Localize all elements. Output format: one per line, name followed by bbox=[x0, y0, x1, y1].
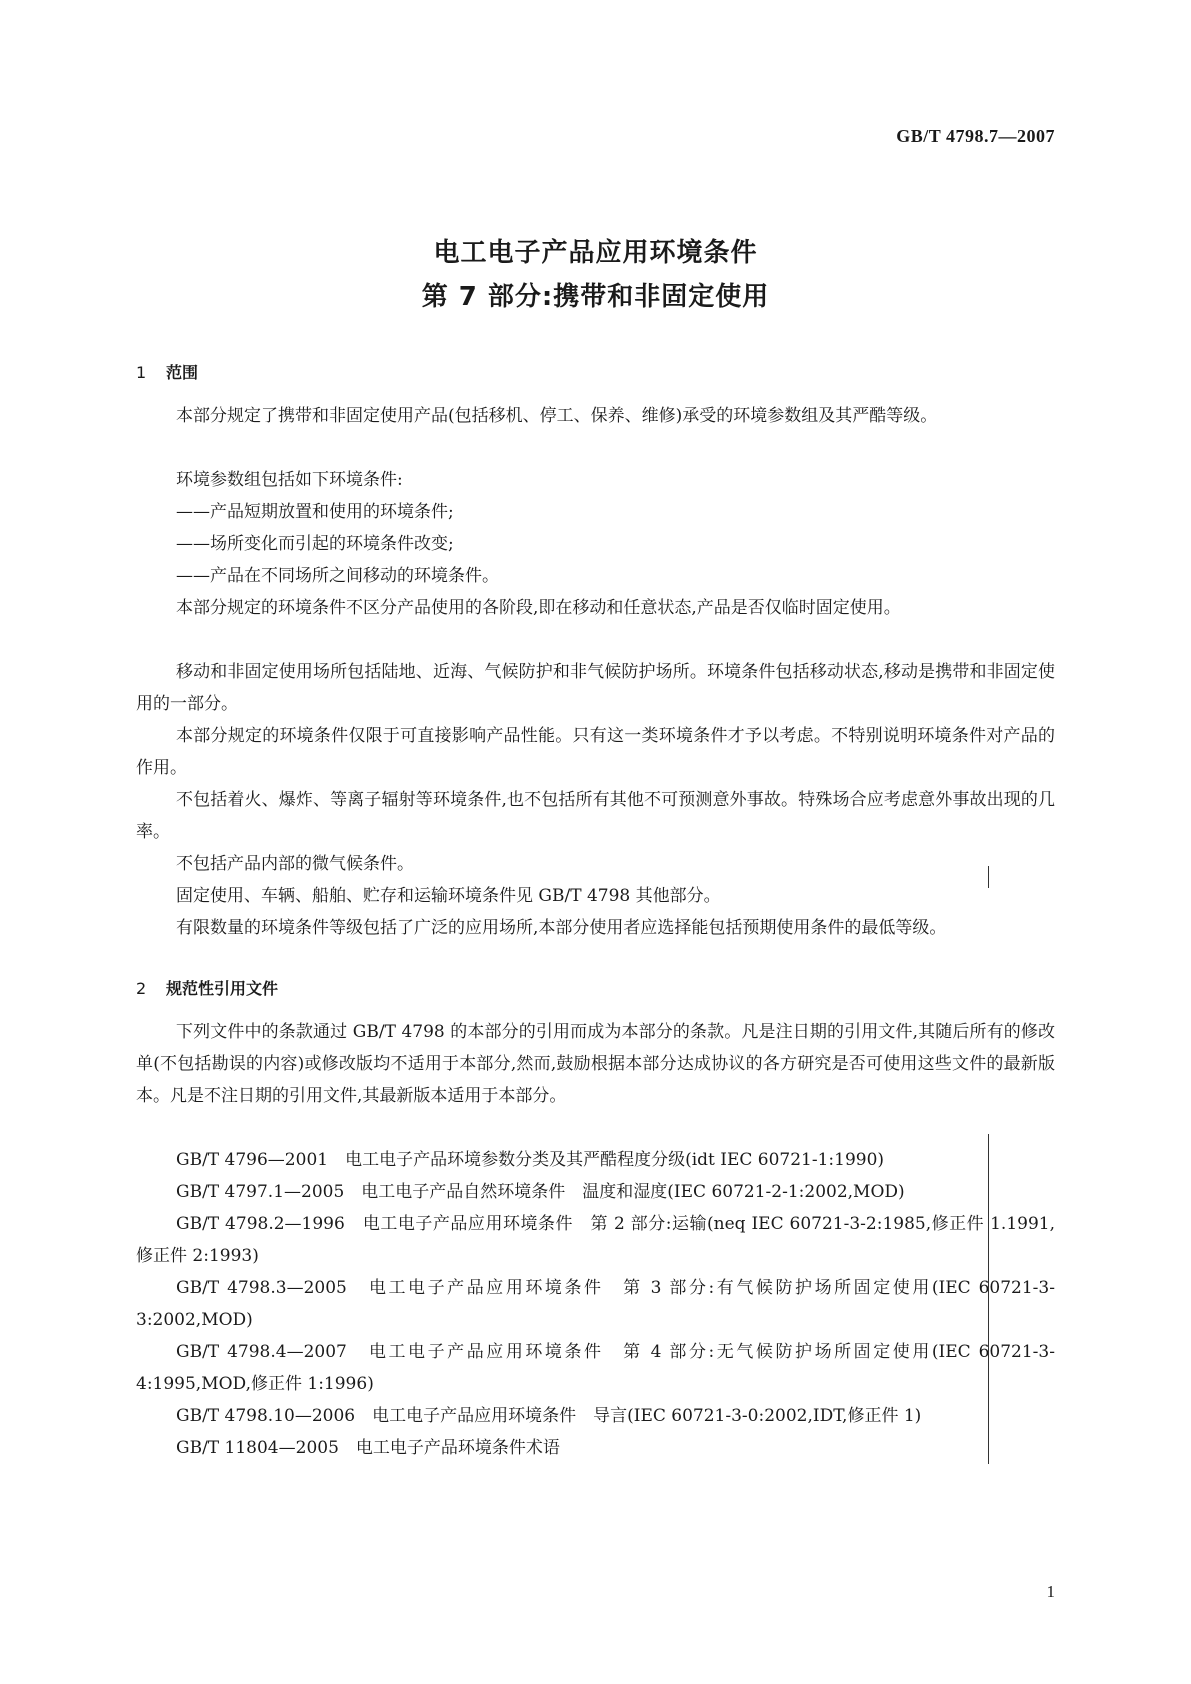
list-item: ——产品在不同场所之间移动的环境条件。 bbox=[176, 566, 499, 586]
standard-code: GB/T 4798.7—2007 bbox=[896, 126, 1055, 146]
reference-item: GB/T 4796—2001 电工电子产品环境参数分类及其严酷程度分级(idt IEC 60721-1:1990) bbox=[176, 1150, 885, 1170]
paragraph: 不包括着火、爆炸、等离子辐射等环境条件,也不包括所有其他不可预测意外事故。特殊场合应考虑意外事故出现的几率。 bbox=[136, 790, 1055, 842]
change-bar bbox=[988, 866, 989, 888]
change-bar bbox=[988, 1134, 989, 1464]
list-item: ——产品短期放置和使用的环境条件; bbox=[176, 502, 454, 522]
reference-item: GB/T 4798.4—2007 电工电子产品应用环境条件 第 4 部分:无气候防护场所固定使用(IEC 60721-3-4:1995,MOD,修正件 1:1996) bbox=[136, 1342, 1055, 1394]
section-2-heading bbox=[136, 976, 278, 999]
document-title-line-2: 第 7 部分:携带和非固定使用 bbox=[421, 282, 770, 312]
paragraph: 下列文件中的条款通过 GB/T 4798 的本部分的引用而成为本部分的条款。凡是注日期的引用文件,其随后所有的修改单(不包括勘误的内容)或修改版均不适用于本部分,然而,鼓励根据本部分达成协议的各方研究是否可使用这些文件的最新版本。凡是不注日期的引用文件,其最新版本适用于本部分。 bbox=[136, 1022, 1055, 1106]
paragraph: 本部分规定了携带和非固定使用产品(包括移机、停工、保养、维修)承受的环境参数组及其严酷等级。 bbox=[176, 406, 938, 426]
reference-item: GB/T 4798.3—2005 电工电子产品应用环境条件 第 3 部分:有气候防护场所固定使用(IEC 60721-3-3:2002,MOD) bbox=[136, 1278, 1055, 1330]
paragraph: 本部分规定的环境条件仅限于可直接影响产品性能。只有这一类环境条件才予以考虑。不特别说明环境条件对产品的作用。 bbox=[136, 726, 1055, 778]
section-number: 2 bbox=[136, 979, 147, 998]
document-title-line-1: 电工电子产品应用环境条件 bbox=[433, 238, 758, 268]
paragraph: 本部分规定的环境条件不区分产品使用的各阶段,即在移动和任意状态,产品是否仅临时固定使用。 bbox=[176, 598, 901, 618]
paragraph: 有限数量的环境条件等级包括了广泛的应用场所,本部分使用者应选择能包括预期使用条件的最低等级。 bbox=[176, 918, 947, 938]
section-number: 1 bbox=[136, 363, 147, 382]
paragraph: 环境参数组包括如下环境条件: bbox=[176, 470, 403, 490]
list-item: ——场所变化而引起的环境条件改变; bbox=[176, 534, 454, 554]
paragraph: 固定使用、车辆、船舶、贮存和运输环境条件见 GB/T 4798 其他部分。 bbox=[176, 886, 721, 906]
section-1-heading bbox=[136, 360, 198, 383]
paragraph: 不包括产品内部的微气候条件。 bbox=[176, 854, 414, 874]
reference-item: GB/T 4798.10—2006 电工电子产品应用环境条件 导言(IEC 60721-3-0:2002,IDT,修正件 1) bbox=[176, 1406, 922, 1426]
section-title: 范围 bbox=[166, 363, 199, 382]
reference-item: GB/T 11804—2005 电工电子产品环境条件术语 bbox=[176, 1438, 560, 1458]
reference-item: GB/T 4798.2—1996 电工电子产品应用环境条件 第 2 部分:运输(neq IEC 60721-3-2:1985,修正件 1.1991,修正件 2:1993) bbox=[136, 1214, 1055, 1266]
section-title: 规范性引用文件 bbox=[166, 979, 279, 998]
page-number: 1 bbox=[1046, 1582, 1055, 1601]
paragraph: 移动和非固定使用场所包括陆地、近海、气候防护和非气候防护场所。环境条件包括移动状态,移动是携带和非固定使用的一部分。 bbox=[136, 662, 1055, 714]
reference-item: GB/T 4797.1—2005 电工电子产品自然环境条件 温度和湿度(IEC 60721-2-1:2002,MOD) bbox=[176, 1182, 905, 1202]
